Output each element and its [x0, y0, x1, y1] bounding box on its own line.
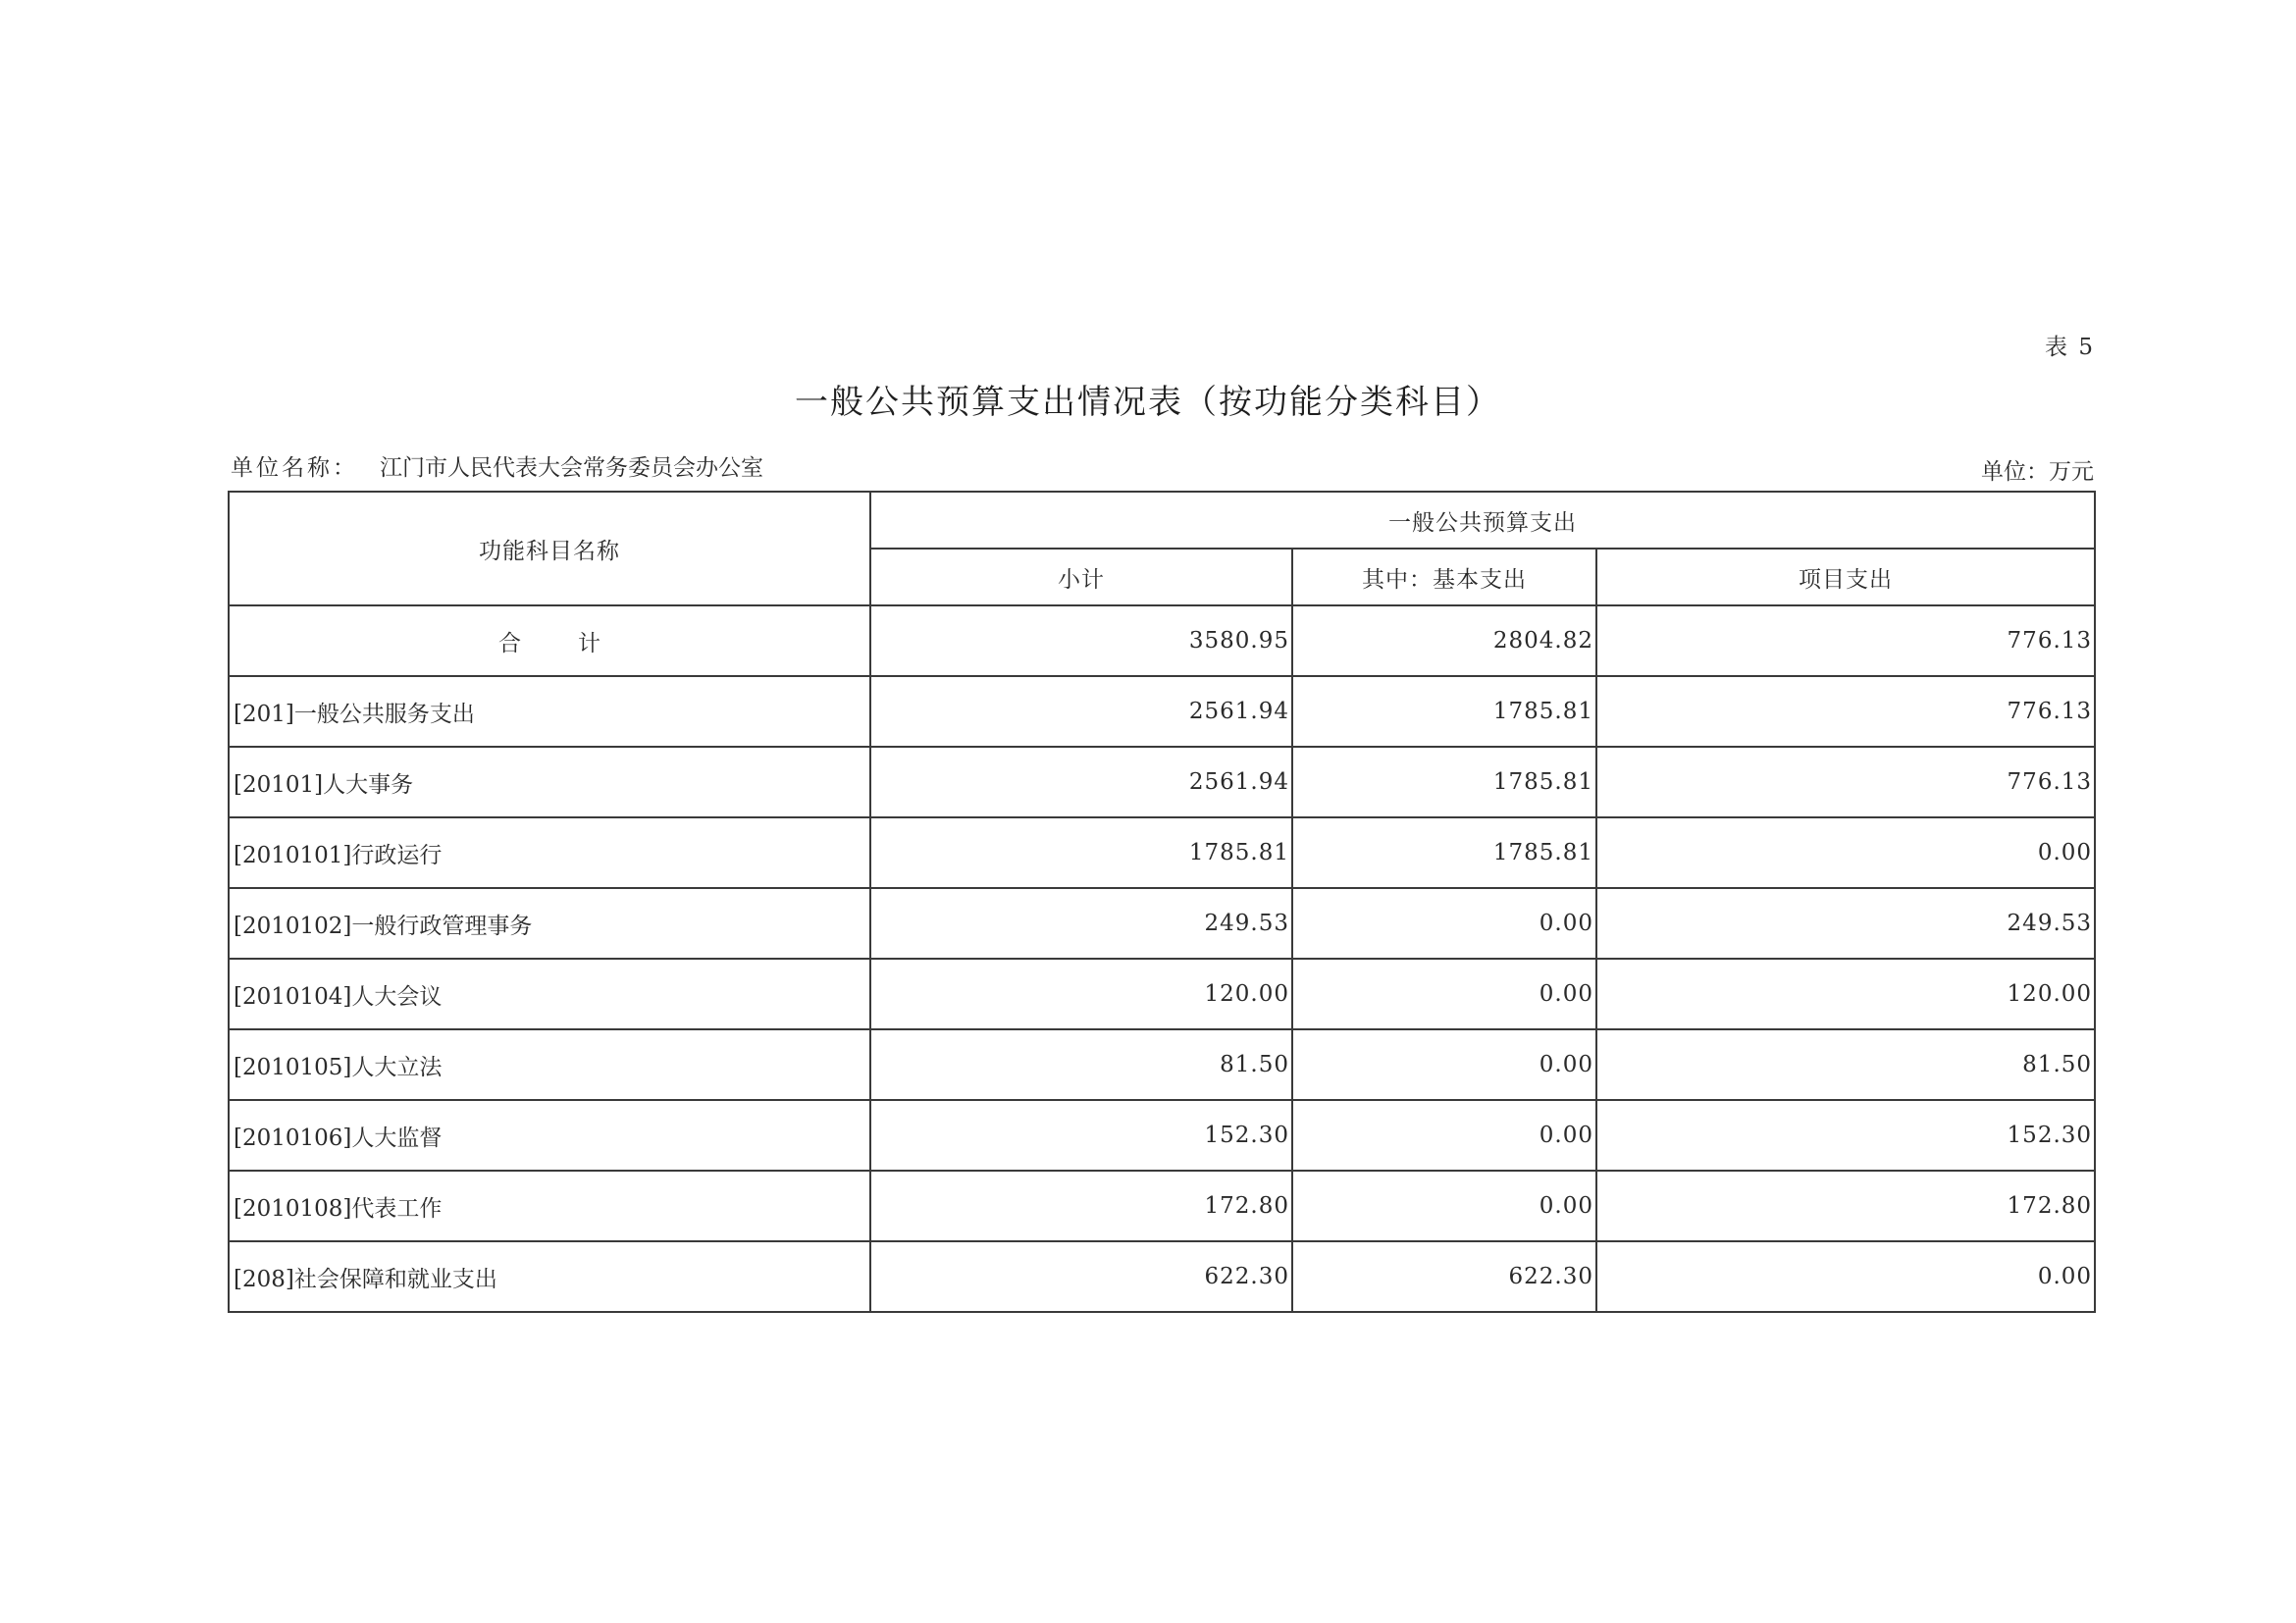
row-name: [2010108]代表工作 [229, 1171, 870, 1241]
row-subtotal: 3580.95 [870, 605, 1292, 676]
row-basic: 0.00 [1292, 1171, 1596, 1241]
row-name: [2010106]人大监督 [229, 1100, 870, 1171]
table-row [229, 959, 2095, 1029]
row-subtotal: 1785.81 [870, 817, 1292, 888]
row-project: 0.00 [1596, 1241, 2095, 1312]
row-name: [208]社会保障和就业支出 [229, 1241, 870, 1312]
row-subtotal: 622.30 [870, 1241, 1292, 1312]
row-basic: 2804.82 [1292, 605, 1596, 676]
row-basic: 1785.81 [1292, 676, 1596, 747]
unit-name-value: 江门市人民代表大会常务委员会办公室 [380, 455, 763, 481]
budget-table [228, 491, 2096, 1313]
row-name: [2010101]行政运行 [229, 817, 870, 888]
row-project: 776.13 [1596, 605, 2095, 676]
table-row [229, 747, 2095, 817]
measure-unit: 单位：万元 [1981, 459, 2094, 485]
row-project: 0.00 [1596, 817, 2095, 888]
row-project: 249.53 [1596, 888, 2095, 959]
row-basic: 1785.81 [1292, 747, 1596, 817]
row-subtotal: 152.30 [870, 1100, 1292, 1171]
row-project: 776.13 [1596, 747, 2095, 817]
col-header-basic: 其中：基本支出 [1292, 549, 1596, 605]
row-project: 776.13 [1596, 676, 2095, 747]
row-project: 172.80 [1596, 1171, 2095, 1241]
row-project: 120.00 [1596, 959, 2095, 1029]
row-project: 152.30 [1596, 1100, 2095, 1171]
table-row-total [229, 605, 2095, 676]
row-name: [20101]人大事务 [229, 747, 870, 817]
row-name: 合计 [229, 605, 870, 676]
row-name: [201]一般公共服务支出 [229, 676, 870, 747]
table-row [229, 1100, 2095, 1171]
table-number: 表 5 [2045, 335, 2095, 360]
row-subtotal: 2561.94 [870, 676, 1292, 747]
row-project: 81.50 [1596, 1029, 2095, 1100]
table-row [229, 1241, 2095, 1312]
row-basic: 0.00 [1292, 1029, 1596, 1100]
row-basic: 0.00 [1292, 959, 1596, 1029]
unit-name [231, 449, 763, 482]
col-group-header: 一般公共预算支出 [870, 492, 2095, 549]
row-subtotal: 2561.94 [870, 747, 1292, 817]
col-header-subtotal: 小计 [870, 549, 1292, 605]
row-name: [2010105]人大立法 [229, 1029, 870, 1100]
row-basic: 0.00 [1292, 1100, 1596, 1171]
header-row [229, 492, 2095, 549]
row-basic: 1785.81 [1292, 817, 1596, 888]
col-header-project: 项目支出 [1596, 549, 2095, 605]
unit-name-label: 单位名称： [231, 455, 358, 481]
row-subtotal: 81.50 [870, 1029, 1292, 1100]
col-header-name: 功能科目名称 [229, 492, 870, 605]
table-row [229, 817, 2095, 888]
row-name: [2010102]一般行政管理事务 [229, 888, 870, 959]
row-name: [2010104]人大会议 [229, 959, 870, 1029]
page-title: 一般公共预算支出情况表（按功能分类科目） [795, 383, 1501, 422]
table-row [229, 676, 2095, 747]
table-row [229, 1171, 2095, 1241]
row-subtotal: 120.00 [870, 959, 1292, 1029]
table-row [229, 1029, 2095, 1100]
table-row [229, 888, 2095, 959]
row-subtotal: 249.53 [870, 888, 1292, 959]
row-basic: 622.30 [1292, 1241, 1596, 1312]
row-basic: 0.00 [1292, 888, 1596, 959]
row-subtotal: 172.80 [870, 1171, 1292, 1241]
